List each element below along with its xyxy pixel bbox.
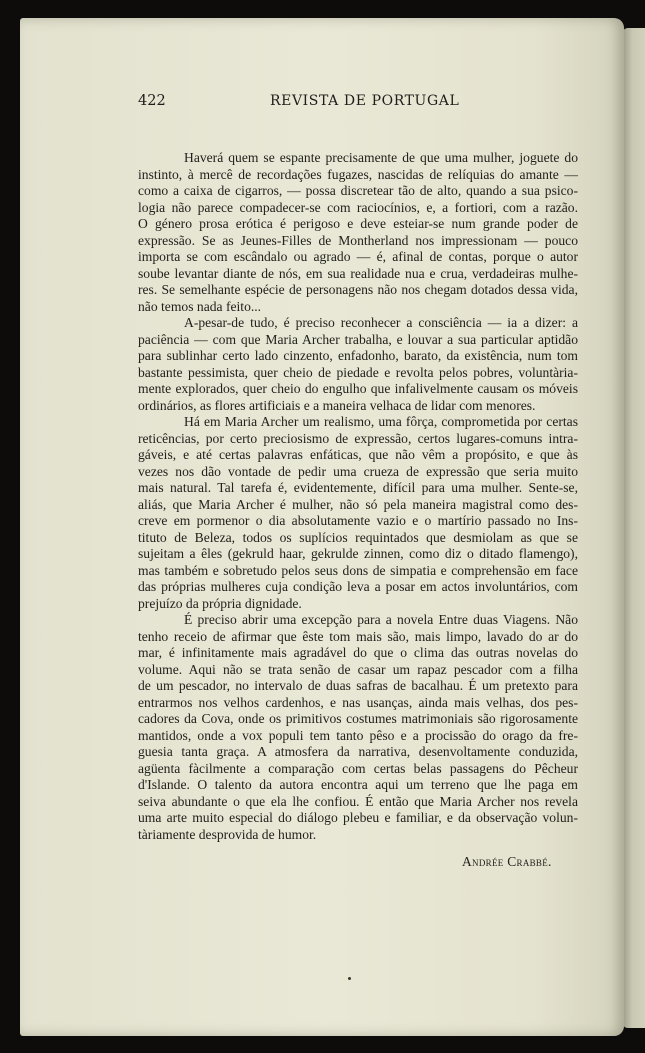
paragraph [138, 150, 578, 315]
text-line: gáveis, e até certas palavras enfáticas, que não vêm a propósito, e que às [138, 447, 578, 462]
text-line: instinto, à mercê de recordações fugazes, nascidas de relíquias do amante — [138, 166, 578, 182]
text-line: soube levantar diante de nós, em sua realidade nua e crua, verdadeiras mulhe- [138, 265, 578, 281]
text-line: importa se com escândalo ou agrado — é, afinal de contas, porque o autor [138, 249, 578, 264]
text-line: É preciso abrir uma excepção para a novela Entre duas Viagens. Não [184, 612, 578, 627]
text-line: tenho receio de afirmar que êste tom mais são, mais limpo, lavado do ar do [138, 628, 578, 644]
text-line: res. Se semelhante espécie de personagens não nos chegam dotados dessa vida, [138, 282, 578, 297]
text-line: entrarmos nos velhos cardenhos, e nas usanças, ainda mais velhas, dos pes- [138, 694, 578, 710]
text-line: expressão. Se as Jeunes-Filles de Montherland nos impressionam — pouco [138, 232, 578, 248]
text-line: mantidos, onde a vox populi tem tanto pêso e a procissão do orago da fre- [138, 727, 578, 743]
text-line: cadores da Cova, onde os primitivos costumes matrimoniais são rigorosamente [138, 711, 578, 726]
text-line: de um pescador, no intervalo de duas safras de bacalhau. É um pretexto para [138, 678, 578, 693]
article-body [138, 150, 578, 843]
paragraph [138, 315, 578, 414]
text-line: como a caixa de cigarros, — possa discretear tão de alto, quando a sua psico- [138, 183, 578, 198]
text-line: bastante pessimista, quer cheio de piedade e revolta pelos pobres, voluntària- [138, 364, 578, 380]
text-line: mar, é infinitamente mais agradável do que o clima das outras novelas do [138, 645, 578, 660]
text-line: mente explorados, quer cheio do engulho que infalivelmente causam os móveis [138, 381, 578, 396]
text-line: das próprias mulheres cuja condição leva a posar em actos involuntários, com [138, 579, 578, 594]
text-line: sujeitam a êles (gekruld haar, gekrulde zinnen, como diz o ditado flamengo), [138, 546, 578, 561]
page-header [138, 93, 460, 117]
text-line: uma arte muito especial do diálogo plebeu e familiar, e da observação volun- [138, 810, 578, 825]
text-line: ordinários, as flores artificiais e a maneira velhaca de lidar com menores. [138, 397, 536, 413]
author-signature: Andrée Crabbé. [462, 854, 552, 869]
text-line: reticências, por certo preciosismo de expressão, certos lugares-comuns intra- [138, 430, 578, 446]
page-number: 422 [138, 93, 166, 109]
text-line: logia não parece compadecer-se com raciocínios, e, a fortiori, com a razão. [138, 199, 578, 215]
text-line: agüenta fàcilmente a comparação com certas belas passagens do Pêcheur [138, 760, 578, 776]
text-line: não temos nada feito... [138, 298, 262, 314]
text-line: O género prosa erótica é perigoso e deve esteiar-se num grande poder de [138, 216, 578, 231]
text-line: mas também e sobretudo pelos seus dons de simpatia e comprehensão em face [138, 562, 578, 578]
text-line: prejuízo da própria dignidade. [138, 595, 302, 611]
text-line: seiva abundante o que ela lhe confiou. É então que Maria Archer nos revela [138, 793, 578, 809]
text-line: Há em Maria Archer um realismo, uma fôrça, comprometida por certas [184, 414, 578, 429]
text-line: vezes nos dão vontade de pedir uma crueza de expressão que seria muito [138, 463, 578, 479]
paragraph [138, 414, 578, 612]
text-line: Haverá quem se espante precisamente de que uma mulher, joguete do [184, 150, 578, 165]
text-line: A-pesar-de tudo, é preciso reconhecer a consciência — ia a dizer: a [184, 315, 578, 330]
next-page-edge [622, 28, 645, 1028]
running-title: REVISTA DE PORTUGAL [270, 93, 460, 109]
paper-speck [348, 977, 351, 980]
text-line: mais natural. Tal tarefa é, evidentemente, difícil para uma mulher. Sente-se, [138, 480, 578, 495]
text-line: d'Islande. O talento da autora encontra aqui um terreno que lhe paga em [138, 777, 578, 792]
text-line: para sublinhar certo lado cinzento, enfadonho, barato, da existência, num tom [138, 348, 578, 363]
text-line: guesia tanta graça. A atmosfera da narrativa, desenvoltamente conduzida, [138, 744, 578, 759]
text-line: tituto de Beleza, todos os suplícios requintados que desmiolam as que se [138, 529, 578, 545]
text-line: creve em pormenor o dia absolutamente vazio e o martírio passado no Ins- [138, 513, 578, 528]
text-line: tàriamente desprovida de humor. [138, 826, 317, 842]
paragraph [138, 612, 578, 843]
text-line: aliás, que Maria Archer é mulher, não só pela maneira magistral como des- [138, 496, 578, 512]
text-line: volume. Aqui não se trata senão de casar um rapaz pescador com a filha [138, 661, 578, 677]
text-line: paciência — com que Maria Archer trabalha, e louvar a sua particular aptidão [138, 331, 578, 347]
